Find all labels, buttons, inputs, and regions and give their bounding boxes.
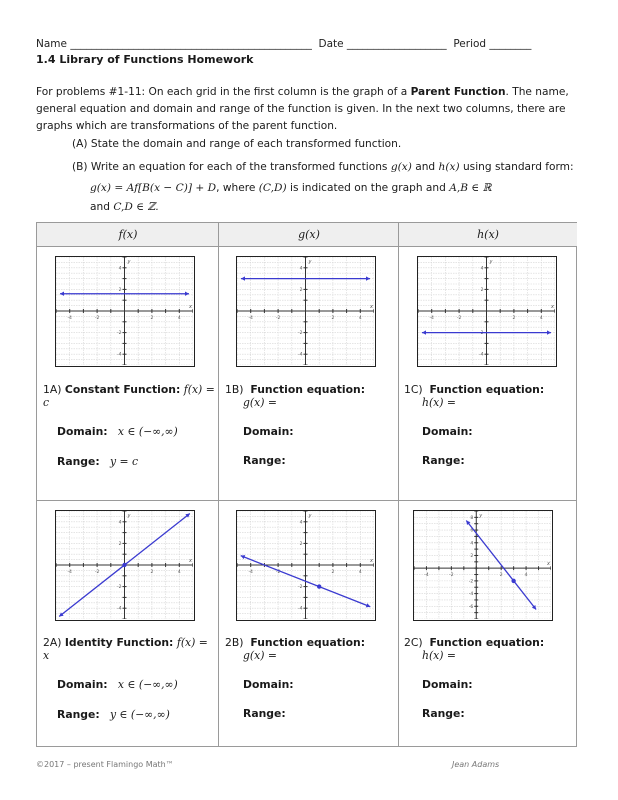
function-name: Constant Function: [64,383,181,396]
svg-text:-4: -4 [248,570,253,575]
cell-1b [225,383,395,467]
svg-text:2: 2 [150,316,154,321]
problem-number: 1B) [225,383,244,396]
formula-end: is indicated on the graph and [286,182,450,194]
range-value: y = c [109,455,139,468]
svg-text:4: 4 [358,316,362,321]
svg-text:4: 4 [118,266,122,272]
svg-text:y: y [308,513,312,519]
instruction-b-and: and [411,161,439,173]
instruction-b-h: h(x) [438,161,460,173]
instruction-b [72,161,574,173]
svg-text:-4: -4 [298,606,303,612]
svg-text:y: y [308,259,312,265]
svg-text:2: 2 [470,553,474,559]
svg-text:-2: -2 [468,579,474,585]
svg-text:6: 6 [470,528,474,534]
svg-text:y: y [127,513,131,519]
coordinate-grid [237,257,374,365]
svg-text:y: y [479,513,483,519]
svg-text:4: 4 [524,573,528,579]
function-name: Identity Function: [64,636,174,649]
svg-text:-2: -2 [117,331,122,337]
svg-text:-4: -4 [424,573,429,579]
graph-2b [236,510,376,621]
svg-text:-2: -2 [275,316,281,321]
domain-value: x ∈ (−∞,∞) [117,678,178,691]
svg-text:-2: -2 [479,331,484,337]
svg-text:4: 4 [177,570,181,575]
problem-number: 2A) [43,636,62,649]
svg-text:4: 4 [299,520,303,526]
cell-2c [404,636,574,720]
svg-text:4: 4 [118,520,122,526]
function-equation-label: Function equation: [429,383,545,396]
svg-text:4: 4 [358,570,362,575]
svg-text:2: 2 [118,287,122,293]
graph-1c [417,256,557,367]
range-label: Range: [243,454,286,467]
author: Jean Adams [452,760,500,769]
intro-lead: For problems #1-11: On each grid in the first column is the graph of a [36,86,411,98]
g-equation-answer[interactable]: g(x) = [243,649,277,662]
svg-text:x: x [547,561,550,568]
svg-text:x: x [370,304,373,310]
domain-label: Domain: [57,425,108,438]
range-label: Range: [422,454,465,467]
svg-text:-4: -4 [117,606,122,612]
function-equation: f(x) = x [43,636,208,662]
cell-2a [43,636,215,721]
intro-rest: . The name, general equation and domain and range of the function is given. In the next two columns, there are graphs which are transformations of the parent function. [36,86,569,132]
coordinate-grid [237,511,374,619]
cell-1a [43,383,215,468]
intro-paragraph [36,84,576,135]
copyright: ©2017 – present Flamingo Math™ [36,760,174,769]
svg-text:2: 2 [331,316,335,321]
svg-text:x: x [370,558,373,564]
domain-label: Domain: [243,678,294,691]
svg-text:-2: -2 [456,316,462,321]
domain-label: Domain: [422,678,473,691]
g-equation-answer[interactable]: g(x) = [243,396,277,409]
formula-ab: A,B ∈ ℝ [449,182,492,194]
range-value: y ∈ (−∞,∞) [109,708,170,721]
function-equation: f(x) = c [43,383,215,409]
cell-1c [404,383,574,467]
svg-text:-2: -2 [449,573,454,579]
header-gx-text: g(x) [298,228,320,241]
svg-text:-2: -2 [298,331,303,337]
integer-line-and: and [90,201,114,213]
standard-form-formula: g(x) = Af[B(x − C)] + D [90,182,217,194]
svg-text:4: 4 [177,316,181,321]
svg-text:2: 2 [118,541,122,547]
instruction-b-g: g(x) [390,161,412,173]
cell-2b [225,636,395,720]
svg-text:2: 2 [512,316,516,321]
svg-text:-4: -4 [67,570,72,575]
svg-text:-4: -4 [67,316,72,321]
svg-text:x: x [189,558,192,564]
svg-text:y: y [127,259,131,265]
range-label: Range: [57,708,100,721]
svg-text:-4: -4 [429,316,434,321]
domain-label: Domain: [57,678,108,691]
svg-text:x: x [189,304,192,310]
function-equation-label: Function equation: [250,383,366,396]
formula-cd: (C,D) [258,182,287,194]
intro-bold: Parent Function [410,86,506,98]
header-fx [37,223,219,247]
svg-text:-2: -2 [275,570,281,575]
svg-text:-6: -6 [468,604,474,610]
svg-text:-4: -4 [117,352,122,358]
svg-text:8: 8 [470,515,474,521]
formula-mid: , where [216,182,259,194]
svg-text:y: y [489,259,493,265]
column-divider [218,223,219,746]
svg-text:-2: -2 [94,570,100,575]
svg-text:-4: -4 [468,592,474,598]
integer-line-cdz: C,D ∈ ℤ. [113,201,159,213]
function-equation-label: Function equation: [250,636,366,649]
graph-1b [236,256,376,367]
svg-text:-4: -4 [298,352,303,358]
svg-text:4: 4 [480,266,484,272]
coordinate-grid [56,511,193,619]
column-divider [398,223,399,746]
domain-label: Domain: [422,425,473,438]
graph-2a [55,510,195,621]
problem-number: 2B) [225,636,244,649]
coordinate-grid [56,257,193,365]
problem-number: 2C) [404,636,423,649]
svg-text:2: 2 [331,570,335,575]
graph-1a [55,256,195,367]
domain-value: x ∈ (−∞,∞) [117,425,178,438]
svg-text:2: 2 [150,570,154,575]
svg-text:-2: -2 [94,316,100,321]
header-fx-text: f(x) [118,228,138,241]
range-label: Range: [422,707,465,720]
worksheet-title: 1.4 Library of Functions Homework [36,53,254,66]
svg-text:x: x [551,304,554,310]
instruction-b-suffix: using standard form: [459,161,574,173]
standard-form-line [90,182,491,194]
instruction-b-prefix: (B) Write an equation for each of the transformed functions [72,161,391,173]
svg-text:-2: -2 [298,585,303,591]
svg-text:-2: -2 [117,585,122,591]
header-hx-text: h(x) [477,228,499,241]
integer-line [90,201,159,213]
functions-table [36,222,577,747]
svg-text:-4: -4 [479,352,484,358]
header-hx [399,223,577,247]
name-date-period-line: Name ______________________________________________ Date ___________________ Period ________ [36,38,532,50]
header-gx [219,223,399,247]
svg-text:-4: -4 [248,316,253,321]
graph-2c [413,510,553,621]
svg-text:2: 2 [299,541,303,547]
coordinate-grid [418,257,555,365]
row-divider [37,500,576,501]
range-label: Range: [243,707,286,720]
instruction-a: (A) State the domain and range of each transformed function. [72,138,402,150]
svg-text:2: 2 [299,287,303,293]
function-equation-label: Function equation: [429,636,545,649]
h-equation-answer[interactable]: h(x) = [422,649,456,662]
svg-text:2: 2 [480,287,484,293]
svg-text:4: 4 [539,316,543,321]
h-equation-answer[interactable]: h(x) = [422,396,456,409]
svg-text:4: 4 [299,266,303,272]
svg-text:2: 2 [499,573,503,579]
coordinate-grid [414,511,551,619]
domain-label: Domain: [243,425,294,438]
range-label: Range: [57,455,100,468]
problem-number: 1C) [404,383,423,396]
problem-number: 1A) [43,383,62,396]
svg-text:4: 4 [470,541,474,547]
